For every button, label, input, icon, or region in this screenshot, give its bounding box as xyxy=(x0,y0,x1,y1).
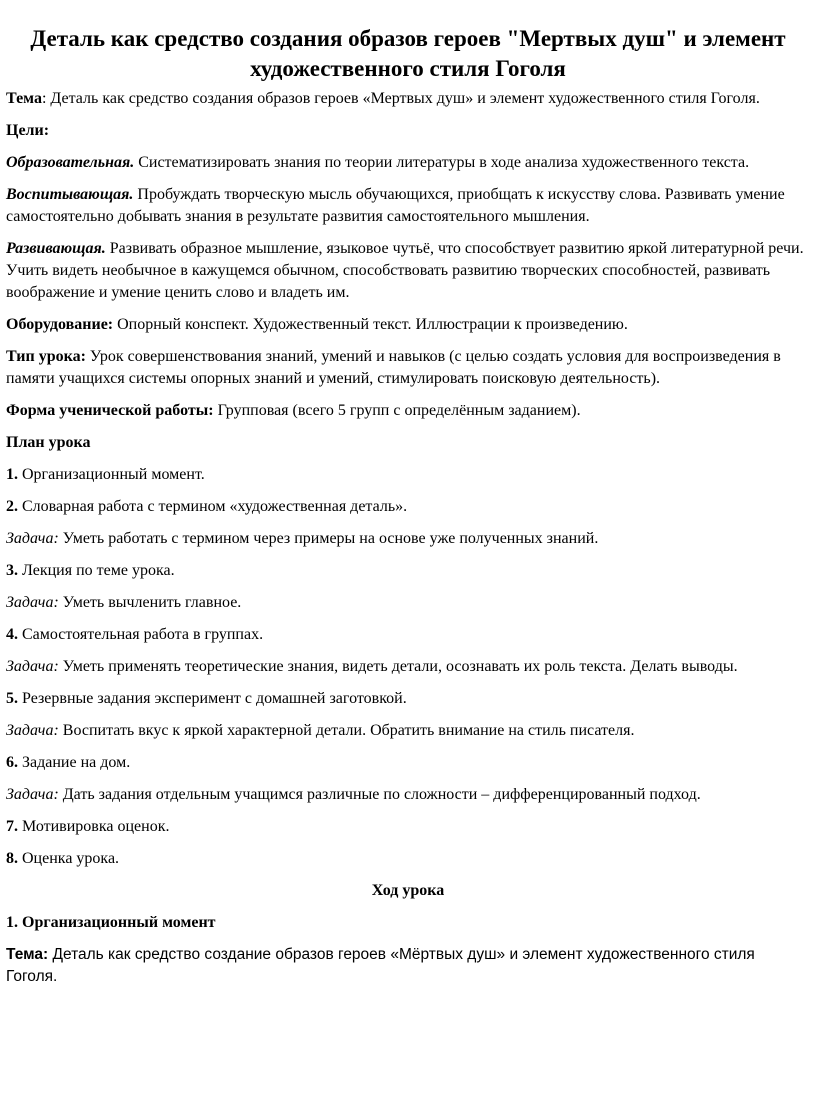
plan-step-2 xyxy=(6,496,810,518)
plan-task-label: Задача: xyxy=(6,786,59,803)
goal-upbringing xyxy=(6,184,810,228)
goal-upbringing-text: Пробуждать творческую мысль обучающихся, приобщать к искусству слова. Развивать умение самостоятельно добывать знания в результате развития самостоятельного мышления. xyxy=(6,186,785,225)
plan-step-number: 5. xyxy=(6,690,18,707)
work-form-text: Групповая (всего 5 групп с определённым заданием). xyxy=(213,402,581,419)
theme-text: : Деталь как средство создания образов героев «Мертвых душ» и элемент художественного стиля Гоголя. xyxy=(41,90,760,107)
theme-paragraph xyxy=(6,88,810,110)
plan-step-4 xyxy=(6,624,810,646)
plan-step-text: Мотивировка оценок. xyxy=(18,818,170,835)
goals-heading: Цели: xyxy=(6,122,50,139)
plan-step-number: 6. xyxy=(6,754,18,771)
lesson-type-label: Тип урока: xyxy=(6,348,86,365)
plan-task-text: Уметь применять теоретические знания, видеть детали, осознавать их роль текста. Делать выводы. xyxy=(58,658,738,675)
plan-step-5 xyxy=(6,688,810,710)
plan-task-label: Задача: xyxy=(6,658,59,675)
plan-step-7 xyxy=(6,816,810,838)
plan-task-2 xyxy=(6,528,810,550)
plan-step-number: 2. xyxy=(6,498,18,515)
document-title: Деталь как средство создания образов героев "Мертвых душ" и элемент художественного стиля Гоголя xyxy=(30,26,786,81)
plan-step-8 xyxy=(6,848,810,870)
plan-step-text: Задание на дом. xyxy=(18,754,131,771)
equipment-paragraph xyxy=(6,314,810,336)
goal-upbringing-label: Воспитывающая. xyxy=(6,186,134,203)
plan-task-text: Уметь работать с термином через примеры на основе уже полученных знаний. xyxy=(58,530,599,547)
goal-educational-text: Систематизировать знания по теории литературы в ходе анализа художественного текста. xyxy=(134,154,750,171)
plan-task-6 xyxy=(6,784,810,806)
plan-task-4 xyxy=(6,656,810,678)
theme-2-label: Тема: xyxy=(6,946,49,963)
plan-step-text: Самостоятельная работа в группах. xyxy=(18,626,264,643)
plan-task-label: Задача: xyxy=(6,722,59,739)
plan-step-number: 3. xyxy=(6,562,18,579)
goal-developing xyxy=(6,238,810,304)
plan-heading: План урока xyxy=(6,434,91,451)
equipment-label: Оборудование: xyxy=(6,316,114,333)
plan-task-text: Дать задания отдельным учащимся различные по сложности – дифференцированный подход. xyxy=(58,786,701,803)
course-heading: Ход урока xyxy=(371,882,445,899)
plan-step-6 xyxy=(6,752,810,774)
plan-step-number: 1. xyxy=(6,466,18,483)
theme-2-text: Деталь как средство создание образов героев «Мёртвых душ» и элемент художественного стиля Гоголя. xyxy=(6,946,755,985)
goal-developing-text: Развивать образное мышление, языковое чутьё, что способствует развитию яркой литературной речи. Учить видеть необычное в кажущемся обычном, способствовать развитию творческих способностей, развивать воображение и умение ценить слово и владеть им. xyxy=(6,240,804,301)
equipment-text: Опорный конспект. Художественный текст. Иллюстрации к произведению. xyxy=(113,316,628,333)
theme-2-paragraph xyxy=(6,944,810,988)
plan-task-label: Задача: xyxy=(6,594,59,611)
work-form-label: Форма ученической работы: xyxy=(6,402,214,419)
plan-step-number: 7. xyxy=(6,818,18,835)
plan-task-text: Воспитать вкус к яркой характерной детали. Обратить внимание на стиль писателя. xyxy=(58,722,635,739)
plan-step-1 xyxy=(6,464,810,486)
plan-step-text: Оценка урока. xyxy=(18,850,120,867)
lesson-type-paragraph xyxy=(6,346,810,390)
plan-step-number: 4. xyxy=(6,626,18,643)
plan-step-3 xyxy=(6,560,810,582)
goal-developing-label: Развивающая. xyxy=(6,240,106,257)
lesson-type-text: Урок совершенствования знаний, умений и навыков (с целью создать условия для воспроизведения в памяти учащихся системы опорных знаний и умений, стимулировать поисковую деятельность). xyxy=(6,348,781,387)
theme-label: Тема xyxy=(6,90,42,107)
plan-step-text: Словарная работа с термином «художественная деталь». xyxy=(18,498,408,515)
plan-task-text: Уметь вычленить главное. xyxy=(58,594,242,611)
plan-step-number: 8. xyxy=(6,850,18,867)
section-1-heading: 1. Организационный момент xyxy=(6,914,216,931)
work-form-paragraph xyxy=(6,400,810,422)
plan-task-5 xyxy=(6,720,810,742)
goal-educational xyxy=(6,152,810,174)
plan-task-3 xyxy=(6,592,810,614)
plan-step-text: Резервные задания эксперимент с домашней заготовкой. xyxy=(18,690,407,707)
goal-educational-label: Образовательная. xyxy=(6,154,135,171)
plan-task-label: Задача: xyxy=(6,530,59,547)
plan-step-text: Организационный момент. xyxy=(18,466,205,483)
plan-step-text: Лекция по теме урока. xyxy=(18,562,175,579)
